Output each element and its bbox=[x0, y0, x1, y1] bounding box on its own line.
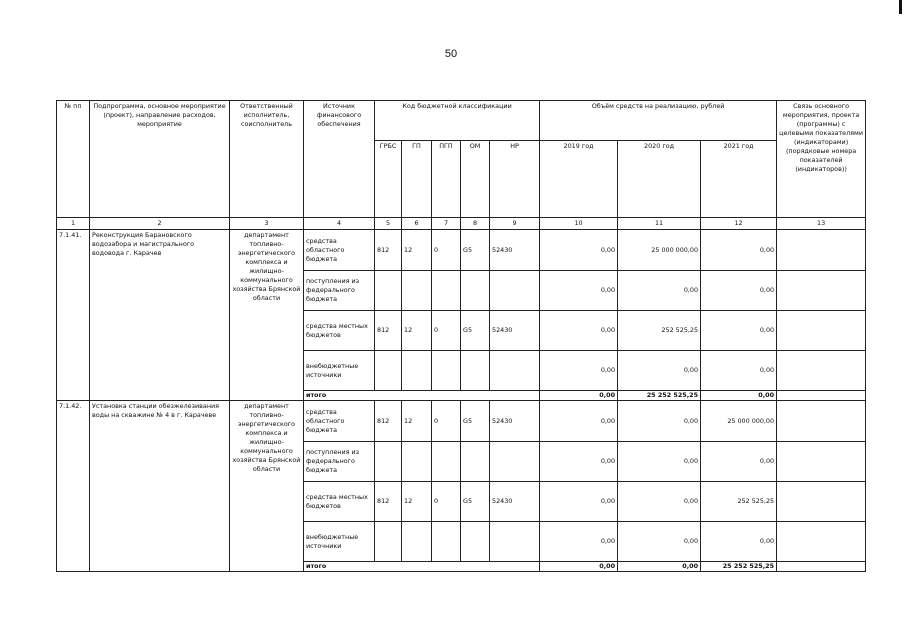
funding-source: средства областного бюджета bbox=[304, 401, 375, 442]
total-amount-2020: 25 252 525,25 bbox=[618, 391, 701, 401]
col-number: 2 bbox=[90, 218, 230, 230]
code-grbs: 812 bbox=[375, 230, 402, 271]
col-number: 9 bbox=[490, 218, 540, 230]
funding-source: поступления из федерального бюджета bbox=[304, 442, 375, 482]
code-pgp: 0 bbox=[432, 401, 461, 442]
col-number: 7 bbox=[432, 218, 461, 230]
funding-source: поступления из федерального бюджета bbox=[304, 271, 375, 311]
budget-table bbox=[56, 100, 866, 572]
amount-2019: 0,00 bbox=[540, 311, 618, 351]
column-numbering-row bbox=[57, 218, 866, 230]
code-grbs bbox=[375, 522, 402, 562]
amount-2021: 0,00 bbox=[701, 442, 777, 482]
item-executor: департамент топливно-энергетического комплекса и жилищно-коммунального хозяйства Брянской области bbox=[230, 401, 304, 572]
indicator-link bbox=[777, 271, 866, 311]
code-nr bbox=[490, 522, 540, 562]
code-om bbox=[461, 351, 490, 391]
header-executor: Ответственный исполнитель, соисполнитель bbox=[230, 101, 304, 218]
amount-2019: 0,00 bbox=[540, 351, 618, 391]
item-number: 7.1.42. bbox=[57, 401, 90, 572]
code-nr bbox=[490, 271, 540, 311]
code-grbs bbox=[375, 442, 402, 482]
item-number: 7.1.41. bbox=[57, 230, 90, 401]
col-number: 3 bbox=[230, 218, 304, 230]
amount-2020: 252 525,25 bbox=[618, 311, 701, 351]
code-gp: 12 bbox=[402, 311, 432, 351]
code-om: G5 bbox=[461, 230, 490, 271]
table-row bbox=[57, 230, 866, 271]
col-number: 4 bbox=[304, 218, 375, 230]
amount-2020: 0,00 bbox=[618, 401, 701, 442]
item-executor: департамент топливно-энергетического комплекса и жилищно-коммунального хозяйства Брянской области bbox=[230, 230, 304, 401]
total-amount-2021: 0,00 bbox=[701, 391, 777, 401]
amount-2019: 0,00 bbox=[540, 230, 618, 271]
code-pgp: 0 bbox=[432, 311, 461, 351]
indicator-link bbox=[777, 311, 866, 351]
code-pgp bbox=[432, 271, 461, 311]
amount-2019: 0,00 bbox=[540, 482, 618, 522]
header-2020: 2020 год bbox=[618, 141, 701, 218]
indicator-link bbox=[777, 230, 866, 271]
amount-2020: 0,00 bbox=[618, 442, 701, 482]
code-gp bbox=[402, 442, 432, 482]
col-number: 6 bbox=[402, 218, 432, 230]
total-amount-2019: 0,00 bbox=[540, 562, 618, 572]
total-label: итого bbox=[304, 562, 540, 572]
header-link: Связь основного мероприятия, проекта (программы) с целевыми показателями (индикаторами) (порядковые номера показателей (индикаторов)) bbox=[777, 101, 866, 218]
col-number: 12 bbox=[701, 218, 777, 230]
code-pgp bbox=[432, 442, 461, 482]
col-number: 11 bbox=[618, 218, 701, 230]
amount-2021: 0,00 bbox=[701, 522, 777, 562]
amount-2019: 0,00 bbox=[540, 442, 618, 482]
indicator-link bbox=[777, 442, 866, 482]
header-2019: 2019 год bbox=[540, 141, 618, 218]
amount-2020: 25 000 000,00 bbox=[618, 230, 701, 271]
amount-2021: 0,00 bbox=[701, 230, 777, 271]
header-program: Подпрограмма, основное мероприятие (проект), направление расходов, мероприятие bbox=[90, 101, 230, 218]
header-nr: НР bbox=[490, 141, 540, 218]
code-nr bbox=[490, 351, 540, 391]
code-gp bbox=[402, 522, 432, 562]
amount-2021: 0,00 bbox=[701, 311, 777, 351]
header-grbs: ГРБС bbox=[375, 141, 402, 218]
amount-2020: 0,00 bbox=[618, 271, 701, 311]
indicator-link bbox=[777, 482, 866, 522]
indicator-link bbox=[777, 401, 866, 442]
amount-2020: 0,00 bbox=[618, 351, 701, 391]
code-grbs bbox=[375, 271, 402, 311]
header-om: ОМ bbox=[461, 141, 490, 218]
code-gp: 12 bbox=[402, 230, 432, 271]
header-pgp: ПГП bbox=[432, 141, 461, 218]
col-number: 1 bbox=[57, 218, 90, 230]
code-om bbox=[461, 522, 490, 562]
col-number: 13 bbox=[777, 218, 866, 230]
code-pgp: 0 bbox=[432, 482, 461, 522]
funding-source: внебюджетные источники bbox=[304, 351, 375, 391]
indicator-link bbox=[777, 351, 866, 391]
header-gp: ГП bbox=[402, 141, 432, 218]
code-pgp: 0 bbox=[432, 230, 461, 271]
col-number: 10 bbox=[540, 218, 618, 230]
code-gp bbox=[402, 351, 432, 391]
code-nr: 52430 bbox=[490, 230, 540, 271]
code-gp: 12 bbox=[402, 482, 432, 522]
amount-2021: 252 525,25 bbox=[701, 482, 777, 522]
amount-2019: 0,00 bbox=[540, 271, 618, 311]
amount-2021: 0,00 bbox=[701, 351, 777, 391]
total-amount-2019: 0,00 bbox=[540, 391, 618, 401]
code-grbs bbox=[375, 351, 402, 391]
funding-source: средства местных бюджетов bbox=[304, 482, 375, 522]
amount-2021: 25 000 000,00 bbox=[701, 401, 777, 442]
funding-source: средства местных бюджетов bbox=[304, 311, 375, 351]
header-code-group: Код бюджетной классификации bbox=[375, 101, 540, 141]
amount-2021: 0,00 bbox=[701, 271, 777, 311]
code-nr: 52430 bbox=[490, 311, 540, 351]
code-om: G5 bbox=[461, 401, 490, 442]
code-grbs: 812 bbox=[375, 482, 402, 522]
table-row bbox=[57, 401, 866, 442]
code-pgp bbox=[432, 522, 461, 562]
indicator-link bbox=[777, 391, 866, 401]
code-om: G5 bbox=[461, 482, 490, 522]
col-number: 8 bbox=[461, 218, 490, 230]
code-om: G5 bbox=[461, 311, 490, 351]
amount-2019: 0,00 bbox=[540, 522, 618, 562]
amount-2019: 0,00 bbox=[540, 401, 618, 442]
total-amount-2021: 25 252 525,25 bbox=[701, 562, 777, 572]
item-name: Установка станции обезжелезивания воды на скважине № 4 в г. Карачеве bbox=[90, 401, 230, 572]
code-om bbox=[461, 271, 490, 311]
col-number: 5 bbox=[375, 218, 402, 230]
item-name: Реконструкция Барановского водозабора и магистрального водовода г. Карачев bbox=[90, 230, 230, 401]
code-om bbox=[461, 442, 490, 482]
code-nr: 52430 bbox=[490, 401, 540, 442]
amount-2020: 0,00 bbox=[618, 482, 701, 522]
code-pgp bbox=[432, 351, 461, 391]
code-nr: 52430 bbox=[490, 482, 540, 522]
code-gp bbox=[402, 271, 432, 311]
header-2021: 2021 год bbox=[701, 141, 777, 218]
code-grbs: 812 bbox=[375, 311, 402, 351]
amount-2020: 0,00 bbox=[618, 522, 701, 562]
funding-source: средства областного бюджета bbox=[304, 230, 375, 271]
scan-edge-mark bbox=[899, 0, 902, 14]
header-source: Источник финансового обеспечения bbox=[304, 101, 375, 218]
funding-source: внебюджетные источники bbox=[304, 522, 375, 562]
total-amount-2020: 0,00 bbox=[618, 562, 701, 572]
page-number: 50 bbox=[444, 48, 458, 60]
code-gp: 12 bbox=[402, 401, 432, 442]
code-grbs: 812 bbox=[375, 401, 402, 442]
total-label: итого bbox=[304, 391, 540, 401]
indicator-link bbox=[777, 562, 866, 572]
indicator-link bbox=[777, 522, 866, 562]
header-no: № пп bbox=[57, 101, 90, 218]
code-nr bbox=[490, 442, 540, 482]
header-volume-group: Объём средств на реализацию, рублей bbox=[540, 101, 777, 141]
